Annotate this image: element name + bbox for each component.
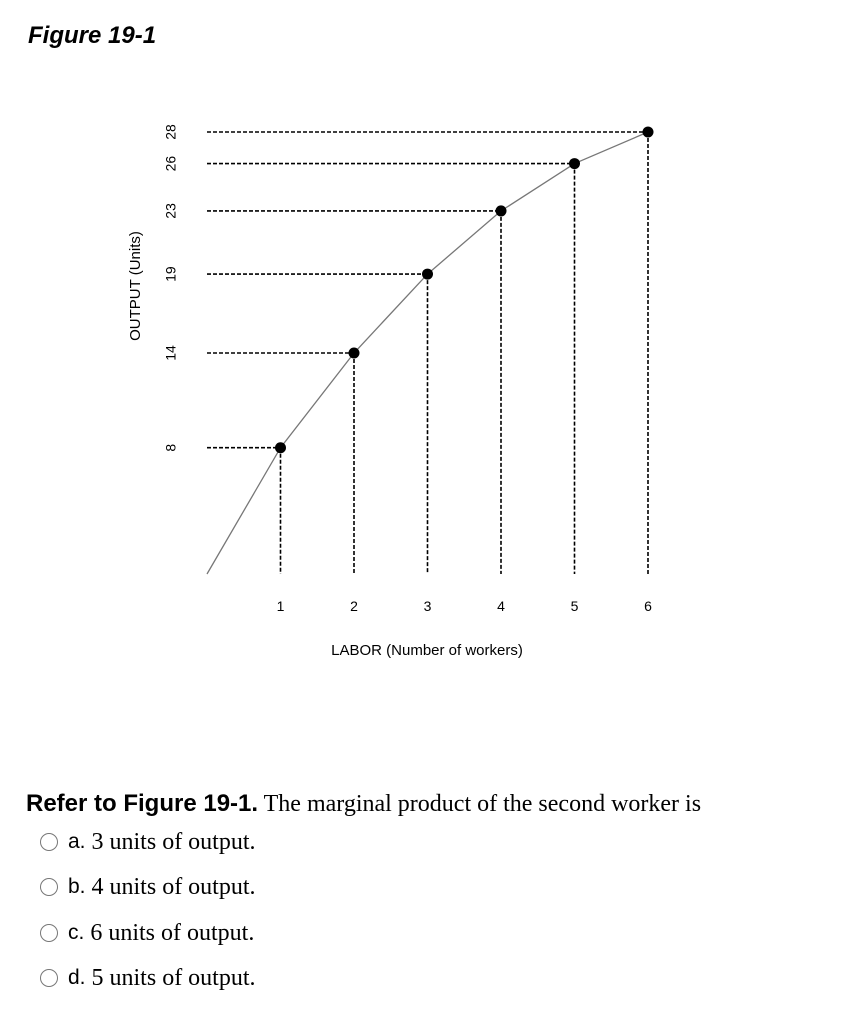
x-tick-label-6: 6	[644, 598, 652, 614]
data-point-4	[496, 205, 507, 216]
y-tick-label-8: 8	[162, 443, 179, 452]
dashed-guides	[207, 132, 648, 574]
y-tick-label-28: 28	[162, 124, 179, 140]
option-letter: a.	[68, 830, 86, 853]
option-text: 5 units of output.	[91, 964, 256, 991]
data-point-6	[643, 127, 654, 138]
x-tick-label-3: 3	[423, 598, 432, 614]
x-tick-labels	[277, 598, 653, 614]
radio-button[interactable]	[40, 969, 58, 987]
option-b[interactable]	[40, 874, 256, 900]
option-text: 3 units of output.	[91, 828, 256, 855]
y-tick-label-23: 23	[162, 203, 179, 219]
data-point-2	[349, 348, 360, 359]
data-points	[275, 127, 654, 454]
question-lead: Refer to Figure 19-1.	[26, 790, 259, 817]
option-c[interactable]	[40, 920, 254, 946]
x-axis-label: LABOR (Number of workers)	[331, 642, 523, 659]
y-tick-label-14: 14	[162, 345, 179, 361]
data-point-5	[569, 158, 580, 169]
data-point-3	[422, 269, 433, 280]
question-text	[26, 790, 701, 818]
option-text: 6 units of output.	[90, 919, 255, 946]
x-tick-label-4: 4	[497, 598, 505, 614]
option-d[interactable]	[40, 965, 256, 991]
y-tick-label-19: 19	[162, 266, 179, 282]
data-point-1	[275, 442, 286, 453]
x-tick-label-5: 5	[570, 598, 579, 614]
x-tick-label-1: 1	[276, 598, 285, 614]
y-tick-label-26: 26	[162, 155, 179, 172]
option-a[interactable]	[40, 829, 256, 855]
figure-title: Figure 19-1	[28, 22, 157, 49]
x-tick-label-2: 2	[350, 598, 358, 614]
radio-button[interactable]	[40, 833, 58, 851]
option-letter: d.	[68, 966, 86, 989]
option-letter: b.	[68, 875, 86, 898]
option-letter: c.	[68, 921, 85, 944]
question-body: The marginal product of the second worker is	[258, 791, 702, 817]
y-axis-label: OUTPUT (Units)	[127, 231, 144, 341]
radio-button[interactable]	[40, 924, 58, 942]
radio-button[interactable]	[40, 878, 58, 896]
option-text: 4 units of output.	[91, 873, 256, 900]
y-tick-labels	[163, 124, 179, 452]
